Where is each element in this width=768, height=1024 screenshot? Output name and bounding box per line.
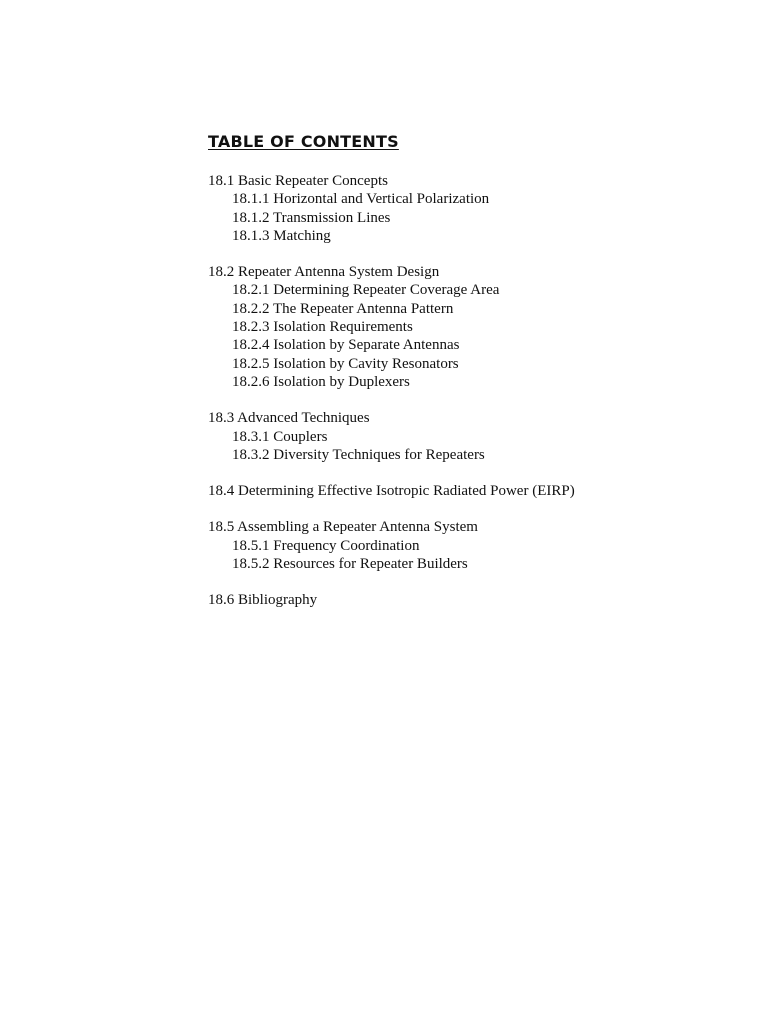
toc-heading: 18.6 Bibliography [208,592,318,609]
toc-section-18-3 [208,409,728,464]
toc-section-18-6 [208,591,728,609]
toc-subitem: 18.1.2 Transmission Lines [232,209,391,226]
toc-subitem: 18.1.3 Matching [232,227,331,244]
toc-heading: 18.5 Assembling a Repeater Antenna System [208,519,478,536]
toc-section-18-5 [208,518,728,573]
toc-subitem: 18.5.2 Resources for Repeater Builders [232,556,468,573]
toc-subitem: 18.2.5 Isolation by Cavity Resonators [232,355,459,372]
toc-section-18-1 [208,172,728,245]
toc-subitem: 18.1.1 Horizontal and Vertical Polarization [232,191,490,208]
toc-subitem: 18.2.2 The Repeater Antenna Pattern [232,300,454,317]
toc-subitem: 18.2.1 Determining Repeater Coverage Area [232,282,500,299]
toc-heading: 18.4 Determining Effective Isotropic Radiated Power (EIRP) [208,483,575,500]
toc-heading: 18.1 Basic Repeater Concepts [208,173,388,189]
toc-heading: 18.2 Repeater Antenna System Design [208,264,440,281]
toc-title: TABLE OF CONTENTS [208,132,399,151]
toc-subitem: 18.3.2 Diversity Techniques for Repeaters [232,446,485,463]
toc-subitem: 18.3.1 Couplers [232,428,328,445]
toc-subitem: 18.2.6 Isolation by Duplexers [232,373,410,390]
toc-section-18-4 [208,482,728,500]
toc-heading: 18.3 Advanced Techniques [208,410,370,427]
toc-subitem: 18.2.3 Isolation Requirements [232,319,413,336]
table-of-contents [208,132,728,628]
toc-section-18-2 [208,263,728,391]
toc-subitem: 18.2.4 Isolation by Separate Antennas [232,337,460,354]
toc-subitem: 18.5.1 Frequency Coordination [232,537,420,554]
